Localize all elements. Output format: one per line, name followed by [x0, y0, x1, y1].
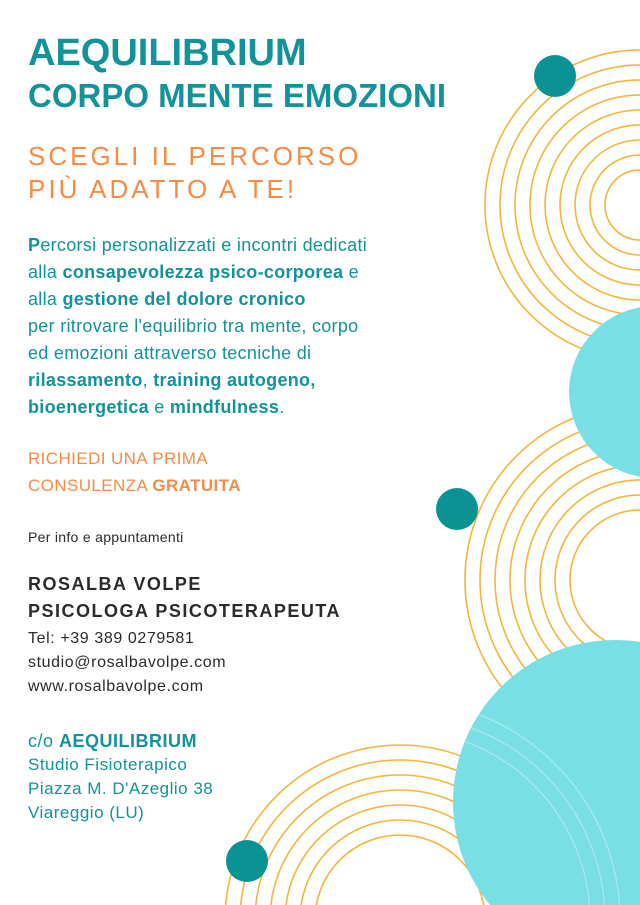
- desc-highlight-awareness: consapevolezza psico-corporea: [62, 262, 344, 282]
- contact-heading: [28, 571, 448, 625]
- desc-line-2-post: e: [343, 262, 359, 282]
- cta-free-label: GRATUITA: [152, 476, 241, 495]
- desc-line-1-text: ercorsi personalizzati e incontri dedicati: [40, 235, 368, 255]
- desc-line-2: [28, 259, 448, 286]
- desc-line-1: [28, 232, 448, 259]
- desc-first-letter: P: [28, 235, 41, 255]
- cta-line-2: [28, 472, 448, 499]
- desc-line-6: [28, 367, 448, 394]
- desc-line-2-pre: alla: [28, 262, 63, 282]
- contact-role: PSICOLOGA PSICOTERAPEUTA: [28, 601, 342, 621]
- venue-line-1: Studio Fisioterapico: [28, 755, 188, 774]
- contact-details: [28, 627, 448, 699]
- venue-co: [28, 729, 448, 753]
- desc-line-7-sep: e: [148, 397, 170, 417]
- contact-email[interactable]: studio@rosalbavolpe.com: [28, 654, 227, 671]
- contact-phone[interactable]: Tel: +39 389 0279581: [28, 630, 195, 647]
- tagline-line-2: PIÙ ADATTO A TE!: [28, 174, 298, 204]
- cta-line-2-pre: CONSULENZA: [28, 476, 153, 495]
- desc-line-5: ed emozioni attraverso tecniche di: [28, 343, 312, 363]
- contact-name: ROSALBA VOLPE: [28, 574, 202, 594]
- venue: [28, 729, 448, 825]
- info-label: Per info e appuntamenti: [28, 529, 184, 545]
- cyan-circle-bottom: [453, 640, 640, 905]
- desc-line-3-pre: alla: [28, 289, 63, 309]
- venue-line-3: Viareggio (LU): [28, 803, 145, 822]
- page-subtitle: CORPO MENTE EMOZIONI: [28, 77, 447, 114]
- cta-line-1: RICHIEDI UNA PRIMA: [28, 449, 209, 468]
- venue-name: AEQUILIBRIUM: [59, 731, 198, 751]
- desc-line-4: per ritrovare l'equilibrio tra mente, corpo: [28, 316, 359, 336]
- page-title: AEQUILIBRIUM: [28, 32, 307, 74]
- contact-website[interactable]: www.rosalbavolpe.com: [28, 678, 204, 695]
- teal-dot-bottom: [226, 840, 268, 882]
- tagline-line-1: SCEGLI IL PERCORSO: [28, 141, 362, 171]
- desc-highlight-bioenergetics: bioenergetica: [28, 397, 149, 417]
- rings-top: [485, 50, 640, 360]
- desc-line-7-end: .: [279, 397, 285, 417]
- desc-highlight-pain: gestione del dolore cronico: [62, 289, 306, 309]
- desc-line-7: [28, 394, 448, 421]
- desc-highlight-autogenic: training autogeno,: [153, 370, 316, 390]
- desc-line-3: [28, 286, 448, 313]
- desc-highlight-mindfulness: mindfulness: [169, 397, 280, 417]
- call-to-action: [28, 445, 448, 499]
- teal-dot-top: [534, 55, 576, 97]
- venue-co-prefix: c/o: [28, 731, 60, 751]
- desc-line-6-sep: ,: [142, 370, 154, 390]
- desc-highlight-relaxation: rilassamento: [28, 370, 143, 390]
- description: [28, 232, 448, 421]
- tagline: [28, 140, 448, 206]
- venue-line-2: Piazza M. D'Azeglio 38: [28, 779, 214, 798]
- flyer-content: [28, 30, 448, 825]
